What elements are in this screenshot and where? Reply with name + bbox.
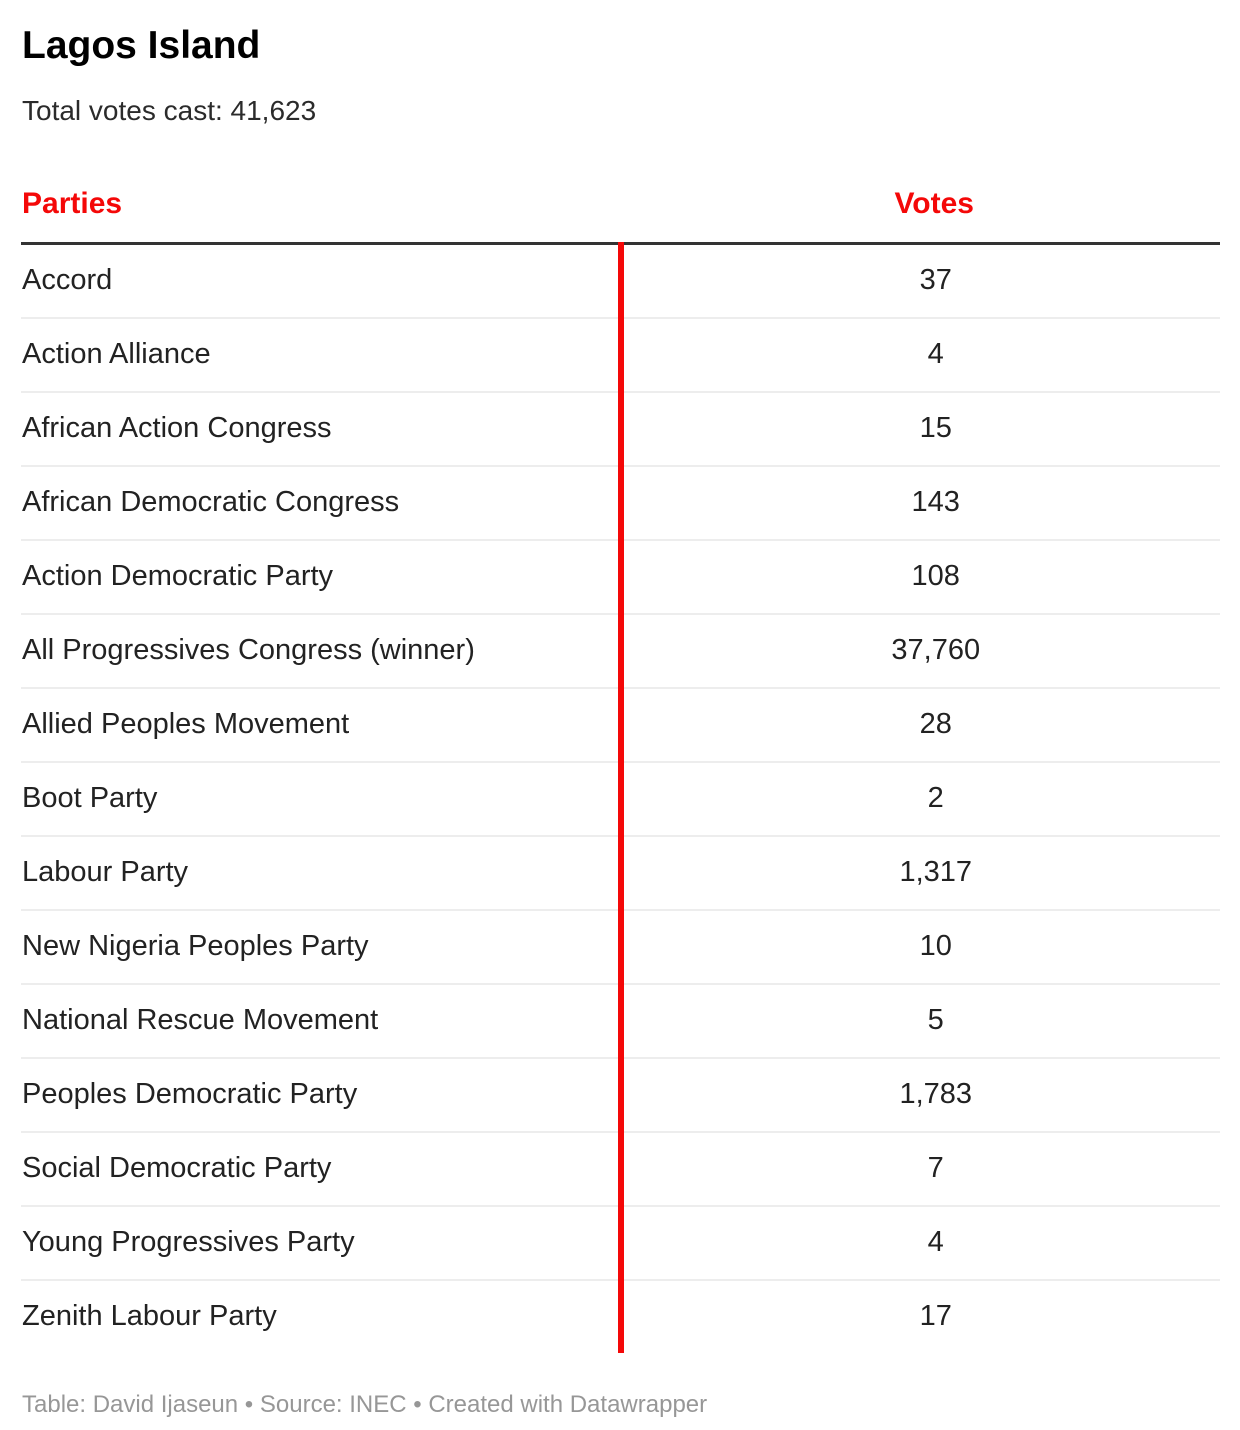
table-row — [21, 614, 1220, 688]
party-name: Peoples Democratic Party — [21, 1058, 621, 1132]
party-votes: 37 — [621, 243, 1221, 318]
party-votes: 28 — [621, 688, 1221, 762]
table-row — [21, 836, 1220, 910]
party-name: New Nigeria Peoples Party — [21, 910, 621, 984]
table-row — [21, 984, 1220, 1058]
party-votes: 15 — [621, 392, 1221, 466]
party-name: Labour Party — [21, 836, 621, 910]
table-body — [21, 243, 1220, 1353]
party-name: National Rescue Movement — [21, 984, 621, 1058]
election-results-table — [21, 187, 1220, 1353]
table-row — [21, 1132, 1220, 1206]
party-votes: 10 — [621, 910, 1221, 984]
party-votes: 17 — [621, 1280, 1221, 1353]
table-row — [21, 540, 1220, 614]
header-row — [21, 187, 1220, 244]
table-row — [21, 910, 1220, 984]
party-name: Young Progressives Party — [21, 1206, 621, 1280]
party-votes: 37,760 — [621, 614, 1221, 688]
table-row — [21, 392, 1220, 466]
party-votes: 143 — [621, 466, 1221, 540]
party-name: African Action Congress — [21, 392, 621, 466]
table-row — [21, 466, 1220, 540]
table-row — [21, 762, 1220, 836]
party-votes: 108 — [621, 540, 1221, 614]
party-votes: 4 — [621, 1206, 1221, 1280]
column-header-votes: Votes — [621, 187, 1221, 244]
party-name: Action Democratic Party — [21, 540, 621, 614]
table-row — [21, 1206, 1220, 1280]
table-row — [21, 1280, 1220, 1353]
table-row — [21, 318, 1220, 392]
table-row — [21, 243, 1220, 318]
party-name: Social Democratic Party — [21, 1132, 621, 1206]
attribution-footer: Table: David Ijaseun • Source: INEC • Created with Datawrapper — [22, 1390, 708, 1418]
party-name: Boot Party — [21, 762, 621, 836]
party-votes: 4 — [621, 318, 1221, 392]
table-header — [21, 187, 1220, 244]
party-votes: 7 — [621, 1132, 1221, 1206]
party-name: Zenith Labour Party — [22, 1300, 277, 1333]
party-name: African Democratic Congress — [21, 466, 621, 540]
party-votes: 2 — [621, 762, 1221, 836]
party-name: All Progressives Congress (winner) — [21, 614, 621, 688]
table-row — [21, 688, 1220, 762]
page-title: Lagos Island — [22, 24, 261, 67]
party-name: Allied Peoples Movement — [21, 688, 621, 762]
table-row — [21, 1058, 1220, 1132]
total-votes-subtitle: Total votes cast: 41,623 — [22, 94, 317, 126]
party-name: Accord — [21, 243, 621, 318]
party-name: Action Alliance — [21, 318, 621, 392]
party-votes: 5 — [621, 984, 1221, 1058]
column-header-parties: Parties — [21, 187, 621, 244]
party-votes: 1,783 — [621, 1058, 1221, 1132]
party-votes: 1,317 — [621, 836, 1221, 910]
